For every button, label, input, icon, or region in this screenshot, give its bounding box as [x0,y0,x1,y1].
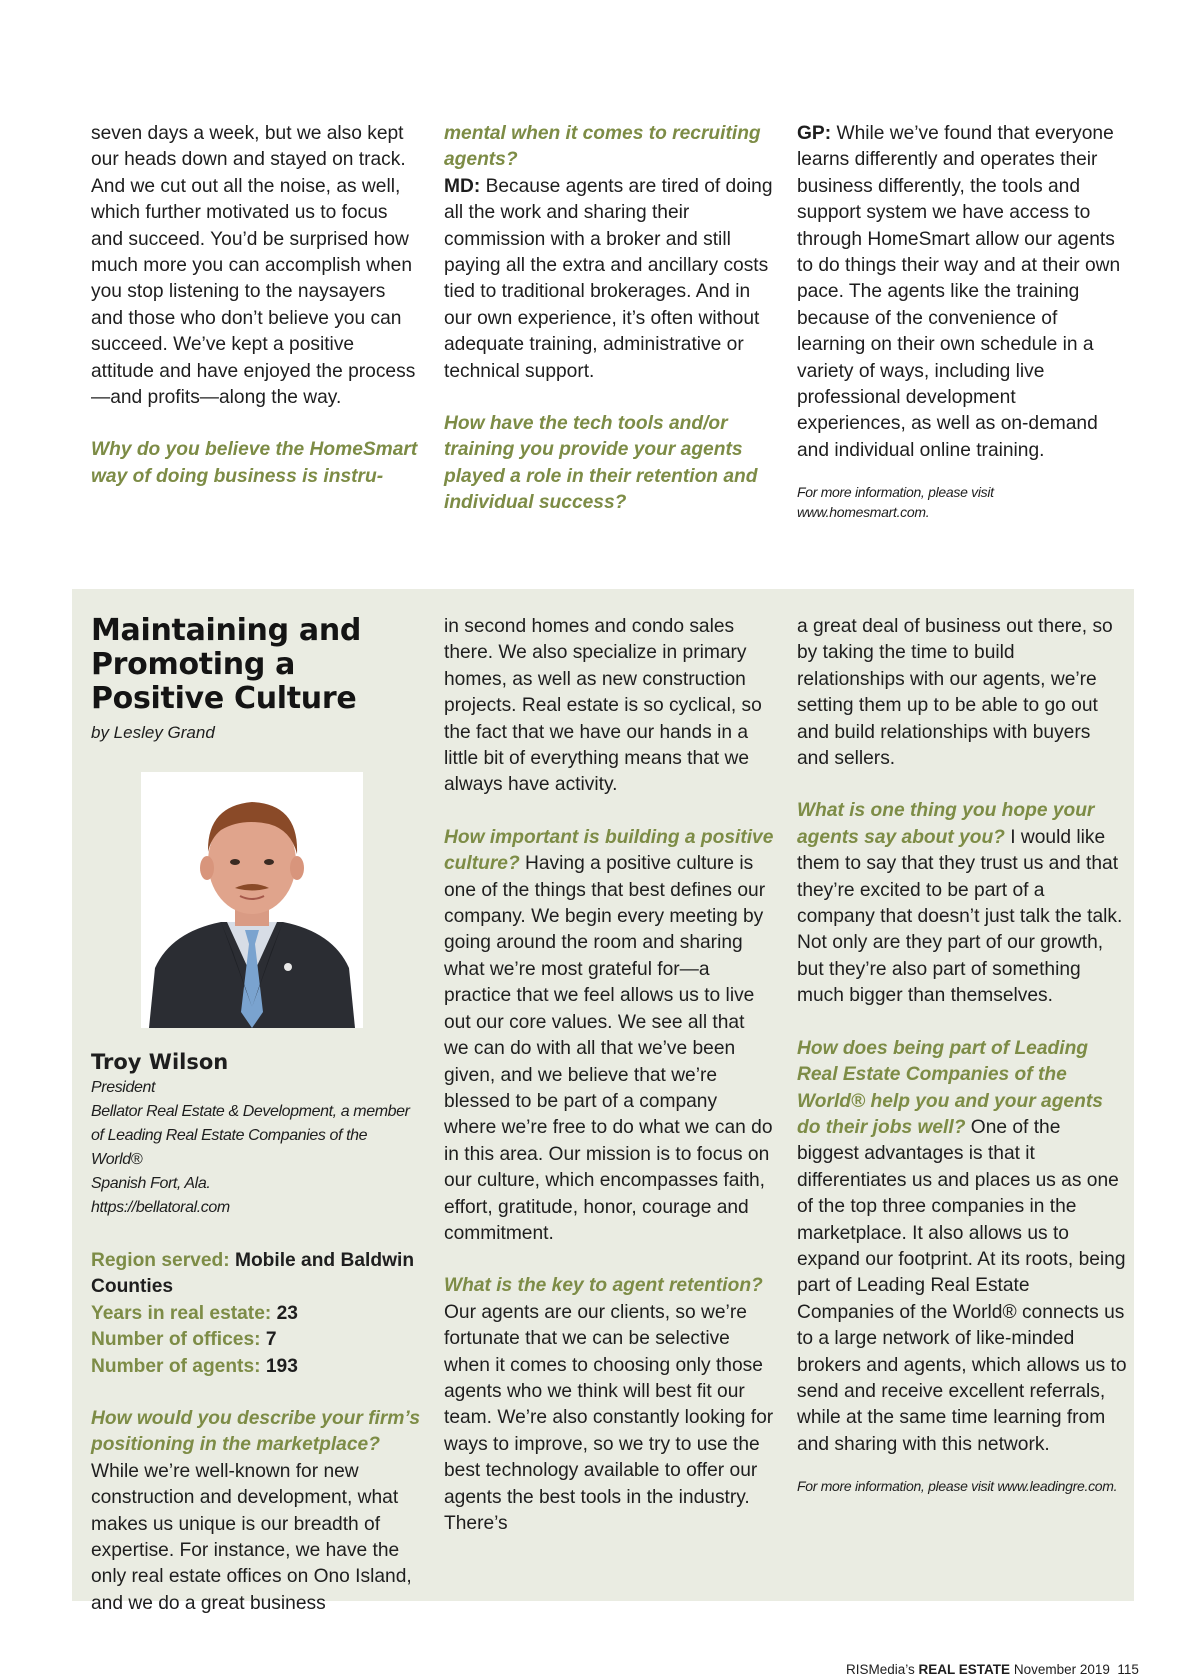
website-link[interactable]: https://bellatoral.com [91,1199,230,1216]
speaker-initials: MD: [444,175,481,197]
portrait-photo [141,772,363,1028]
interview-question: mental when it comes to recruiting agents? [444,123,761,171]
person-title: President [91,1079,155,1096]
interview-answer [444,174,774,385]
portrait-illustration [141,772,363,1028]
stat-value: 23 [271,1302,298,1324]
person-name: Troy Wilson [91,1050,229,1074]
answer-text: Because agents are tired of doing all the work and sharing their commission with a broker and still paying all the extra and ancillary costs tied to traditional brokerages. And in our own experience, it’s often without adequate training, administrative or technical support. [444,175,773,382]
page-footer [846,1662,1139,1677]
stat-label: Number of offices: [91,1329,261,1351]
answer-text: I would like them to say that they trust us and that they’re excited to be part of a company that doesn’t just talk the talk. Not only are they part of our growth, but they’re also part of something much bigger than themselves. [797,826,1123,1007]
more-info-link[interactable]: For more information, please visit www.leadingre.com. [797,1478,1118,1495]
stat-label: Number of agents: [91,1355,261,1377]
byline: by Lesley Grand [91,723,215,742]
top-column-3 [797,121,1127,522]
stat-years [91,1301,421,1327]
company-name: Bellator Real Estate & Development, a member of Leading Real Estate Companies of the World® [91,1103,410,1168]
answer-text: While we’ve found that everyone learns differently and operates their business differently, the tools and support system we have access to through HomeSmart allow our agents to do things their way and at their own pace. The agents like the training because of the convenience of learning on their own schedule in a variety of ways, including live professional development experiences, as well as on-demand and individual online training. [797,123,1121,461]
feature-headline: Maintaining and Promoting a Positive Culture [91,613,362,716]
feature-column-2 [444,614,774,1537]
stat-value: 193 [260,1355,298,1377]
interview-answer [797,121,1127,464]
stat-agents [91,1354,421,1380]
interview-question: Why do you believe the HomeSmart way of doing business is instru- [91,439,418,487]
interview-question: What is one thing you hope your agents say about you? [797,800,1095,848]
more-info-link[interactable]: For more information, please visit www.homesmart.com. [797,484,994,521]
interview-question: How important is building a positive culture? [444,826,774,875]
interview-question: How have the tech tools and/or training you provide your agents played a role in their retention and individual success? [444,413,758,514]
interview-question: How would you describe your firm’s positioning in the marketplace? [91,1408,421,1456]
top-column-1 [91,121,421,490]
interview-qa [444,825,774,1248]
location: Spanish Fort, Ala. [91,1175,211,1192]
interview-answer: While we’re well-known for new construction and development, what makes us unique is our breadth of expertise. For instance, we have the only real estate offices on Ono Island, and we do a great business [91,1460,412,1614]
feature-column-3 [797,614,1127,1496]
interview-answer: Our agents are our clients, so we’re fortunate that we can be selective when it comes to choosing only those agents who we think will best fit our team. We’re also constantly looking for ways to improve, so we try to use the best technology available to offer our agents the best tools in the industry. There’s [444,1301,774,1534]
stat-label: Region served: [91,1250,230,1271]
top-column-2 [444,121,774,517]
interview-question: How does being part of Leading Real Estate Companies of the World® help you and your agents do their jobs well? [797,1037,1103,1138]
issue-date: November 2019 [1013,1662,1110,1677]
stat-value: 7 [260,1329,277,1351]
answer-text: One of the biggest advantages is that it differentiates us and places us as one of the top three companies in the marketplace. It also allows us to expand our footprint. At its roots, being part of Leading Real Estate Companies of the World® connects us to a large network of like-minded brokers and agents, which allows us to send and receive excellent referrals, while at the same time learning from and sharing with this network. [797,1116,1127,1455]
body-paragraph: seven days a week, but we also kept our heads down and stayed on track. And we cut out all the noise, as well, which further motivated us to focus and succeed. You’d be surprised how much more you can accomplish when you stop listening to the naysayers and those who don’t believe you can succeed. We’ve kept a positive attitude and have enjoyed the process—and profits—along the way. [91,123,416,409]
stat-value: Mobile and Baldwin Counties [91,1250,415,1298]
interview-qa [797,1036,1127,1459]
stat-region [91,1248,421,1301]
speaker-initials: GP: [797,123,832,144]
publication-name: RISMedia’s [846,1662,915,1677]
answer-text: Having a positive culture is one of the things that best defines our company. We begin every meeting by going around the room and sharing what we’re most grateful for—a practice that we feel allows us to live out our core values. We see all that we can do with all that we’ve been given, and we believe that we’re blessed to be part of a company where we’re free to do what we can do in this area. Our mission is to focus on our culture, which encompasses faith, effort, gratitude, honor, courage and commitment. [444,853,773,1244]
interview-answer: a great deal of business out there, so by taking the time to build relationships with our agents, we’re setting them up to be able to go out and build relationships with buyers and sellers. [797,616,1113,770]
interview-question: What is the key to agent retention? [444,1275,763,1297]
stat-label: Years in real estate: [91,1302,272,1324]
stat-offices [91,1327,421,1353]
magazine-title: REAL ESTATE [918,1662,1011,1677]
interview-qa [797,798,1127,1009]
page-number: 115 [1117,1662,1139,1677]
feature-column-1 [91,614,421,1617]
interview-answer: in second homes and condo sales there. We also specialize in primary homes, as well as new construction projects. Real estate is so cyclical, so the fact that we have our hands in a little bit of everything means that we always have activity. [444,616,762,796]
